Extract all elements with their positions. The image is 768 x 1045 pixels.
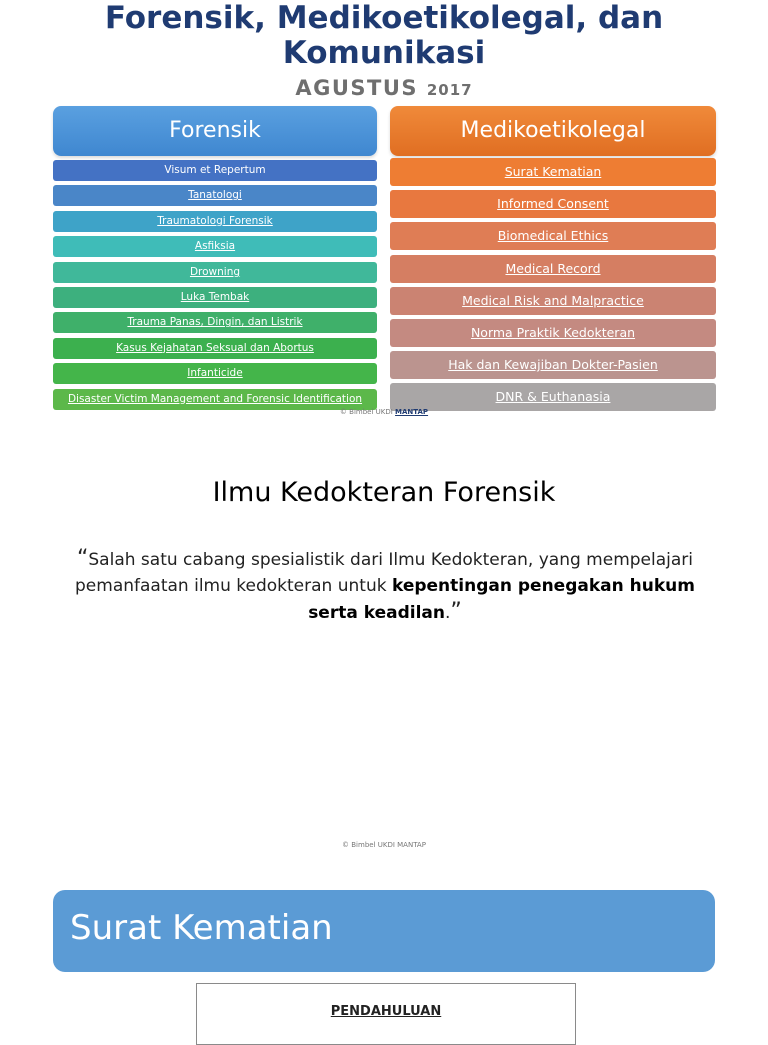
forensik-heading: Forensik (53, 106, 377, 156)
close-quote-mark: ” (450, 599, 462, 624)
subtitle-month: AGUSTUS (295, 76, 419, 100)
copyright-note-1 (0, 408, 768, 416)
subtitle-date (0, 76, 768, 100)
quote-text: Salah satu cabang spesialistik dari Ilmu Kedokteran, yang mempelajari pemanfaatan ilmu kedokteran untuk (75, 550, 694, 596)
section-title: Ilmu Kedokteran Forensik (212, 477, 556, 508)
definition-quote (70, 546, 700, 626)
forensik-topic-link[interactable]: Drowning (53, 262, 377, 283)
medikoetikolegal-topic-link[interactable]: Informed Consent (390, 190, 716, 218)
medikoetikolegal-topic-link[interactable]: Hak dan Kewajiban Dokter-Pasien (390, 351, 716, 379)
title-line-1: Forensik, Medikoetikolegal, dan (104, 0, 664, 36)
forensik-topic-link[interactable]: Luka Tembak (53, 287, 377, 308)
banner-title: Surat Kematian (70, 908, 333, 948)
subtitle-year: 2017 (426, 81, 473, 99)
forensik-topic-link[interactable]: Trauma Panas, Dingin, dan Listrik (53, 312, 377, 333)
forensik-topic-link[interactable]: Traumatologi Forensik (53, 211, 377, 232)
medikoetikolegal-topic-link[interactable]: Medical Risk and Malpractice (390, 287, 716, 315)
medikoetikolegal-heading: Medikoetikolegal (390, 106, 716, 156)
surat-kematian-banner (53, 890, 715, 972)
document-heading: PENDAHULUAN (330, 1004, 442, 1019)
forensik-topic-link[interactable]: Kasus Kejahatan Seksual dan Abortus (53, 338, 377, 359)
document-preview (196, 983, 576, 1045)
open-quote-mark: “ (76, 546, 89, 571)
forensik-topic-link[interactable]: Tanatologi (53, 185, 377, 206)
forensik-topic-link[interactable]: Asfiksia (53, 236, 377, 257)
copyright-note-2: © Bimbel UKDI MANTAP (342, 841, 426, 849)
forensik-topic-link[interactable]: Infanticide (53, 363, 377, 384)
medikoetikolegal-topic-link[interactable]: Medical Record (390, 255, 716, 283)
medikoetikolegal-topic-link[interactable]: DNR & Euthanasia (390, 383, 716, 411)
title-line-2: Komunikasi (282, 35, 486, 71)
quote-bold-text: kepentingan penegakan hukum serta keadilan (308, 576, 695, 623)
medikoetikolegal-topic-link[interactable]: Norma Praktik Kedokteran (390, 319, 716, 347)
copyright-link[interactable]: MANTAP (395, 408, 429, 416)
copyright-prefix: © Bimbel UKDI (339, 408, 396, 416)
forensik-topic-link[interactable]: Disaster Victim Management and Forensic Identification (53, 389, 377, 410)
forensik-topic-link[interactable]: Visum et Repertum (53, 160, 377, 181)
medikoetikolegal-topic-link[interactable]: Surat Kematian (390, 158, 716, 186)
quote-period: . (444, 603, 451, 623)
medikoetikolegal-topic-link[interactable]: Biomedical Ethics (390, 222, 716, 250)
